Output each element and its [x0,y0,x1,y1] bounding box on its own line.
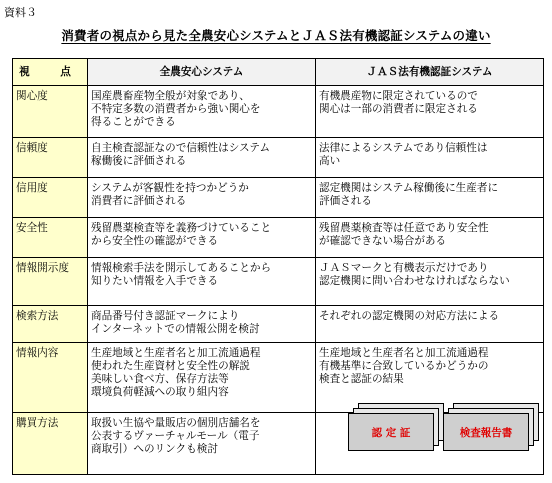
cell-text-line: 生産地域と生産者名と加工流通過程 [91,347,261,359]
certificate-document-icon [348,403,444,453]
cell-text-line: が確認できない場合がある [319,235,447,247]
cell-text-line: 評価される [319,195,372,207]
jas-cell [316,138,544,178]
jas-cell [316,218,544,258]
cell-text-line: 不特定多数の消費者から強い関心を [91,103,261,115]
header-jas: ＪＡＳ法有機認証システム [316,59,544,86]
cell-text-line: 自主検査認証なので信頼性はシステム [91,142,271,154]
cell-text-line: 認定機関に問い合わせなければならない [319,275,510,287]
zennoh-cell [88,413,316,475]
cell-text-line: 関心は一部の消費者に限定される [319,103,478,115]
cell-text-line: 高い [319,155,341,167]
cell-text-line: 公表するヴァーチャルモール（電子 [91,430,260,442]
aspect-cell: 情報開示度 [13,258,88,306]
zennoh-cell [88,138,316,178]
cell-text-line: 知りたい情報を入手できる [91,275,219,287]
zennoh-cell [88,178,316,218]
aspect-cell: 安全性 [13,218,88,258]
header-zennoh: 全農安心システム [88,59,316,86]
jas-cell [316,178,544,218]
cell-text-line: 消費者に評価される [91,195,187,207]
document-label: 資料３ [4,6,37,19]
cell-text-line: 情報検索手法を開示してあることから [91,262,272,274]
cell-text-line: から安全性の確認ができる [91,235,219,247]
zennoh-cell [88,218,316,258]
cell-text-line: 法律によるシステムであり信頼性は [319,142,488,154]
zennoh-cell [88,86,316,138]
jas-cell [316,343,544,413]
document-label: 認 定 証 [371,426,411,439]
table-row [13,258,544,306]
document-sheet [348,413,434,451]
document-title: 消費者の視点から見た全農安心システムとＪＡＳ法有機認証システムの違い [61,28,491,43]
table-row [13,138,544,178]
zennoh-cell [88,343,316,413]
jas-cell [316,86,544,138]
aspect-cell: 信用度 [13,178,88,218]
table-header-row [13,59,544,86]
table-row [13,178,544,218]
cell-text-line: 有機基準に合致しているかどうかの [319,360,489,372]
cell-text-line: 生産地域と生産者名と加工流通過程 [319,347,489,359]
aspect-cell: 情報内容 [13,343,88,413]
aspect-cell: 検索方法 [13,306,88,343]
cell-text-line: 商品番号付き認証マークにより [91,310,240,322]
cell-text-line: 残留農薬検査等は任意であり安全性 [319,222,489,234]
jas-cell [316,306,544,343]
cell-text-line: 美味しい食べ方、保存方法等 [91,373,229,385]
cell-text-line: 稼働後に評価される [91,155,187,167]
cell-text-line: 環境負荷軽減への取り組内容 [91,386,229,398]
cell-text-line: 有機農産物に限定されているので [319,90,478,102]
cell-text-line: 得ることができる [91,116,176,128]
aspect-cell: 購買方法 [13,413,88,475]
zennoh-cell [88,306,316,343]
table-row [13,306,544,343]
aspect-cell: 関心度 [13,86,88,138]
aspect-cell: 信頼度 [13,138,88,178]
table-row [13,218,544,258]
cell-text-line: 取扱い生協や量販店の個別店舗名を [91,417,261,429]
cell-text-line: ＪＡＳマークと有機表示だけであり [319,262,489,274]
cell-text-line: 商取引）へのリンクも検討 [91,443,218,455]
cell-text-line: 国産農畜産物全般が対象であり、 [91,90,250,102]
header-aspect: 視 点 [13,59,88,86]
cell-text-line: 残留農薬検査等を義務づけていること [91,222,272,234]
cell-text-line: 検査と認証の結果 [319,373,404,385]
document-label: 検査報告書 [459,426,513,439]
cell-text-line: インターネットでの情報公開を検討 [91,323,260,335]
cell-text-line: それぞれの認定機関の対応方法による [319,310,500,322]
zennoh-cell [88,258,316,306]
cell-text-line: システムが客観性を持つかどうか [91,182,249,194]
cell-text-line: 認定機関はシステム稼働後に生産者に [319,182,499,194]
jas-cell [316,258,544,306]
table-row [13,86,544,138]
inspection-report-document-icon [443,403,539,453]
table-row [13,343,544,413]
cell-text-line: 使われた生産資材と安全性の解説 [91,360,250,372]
document-sheet [443,413,529,451]
